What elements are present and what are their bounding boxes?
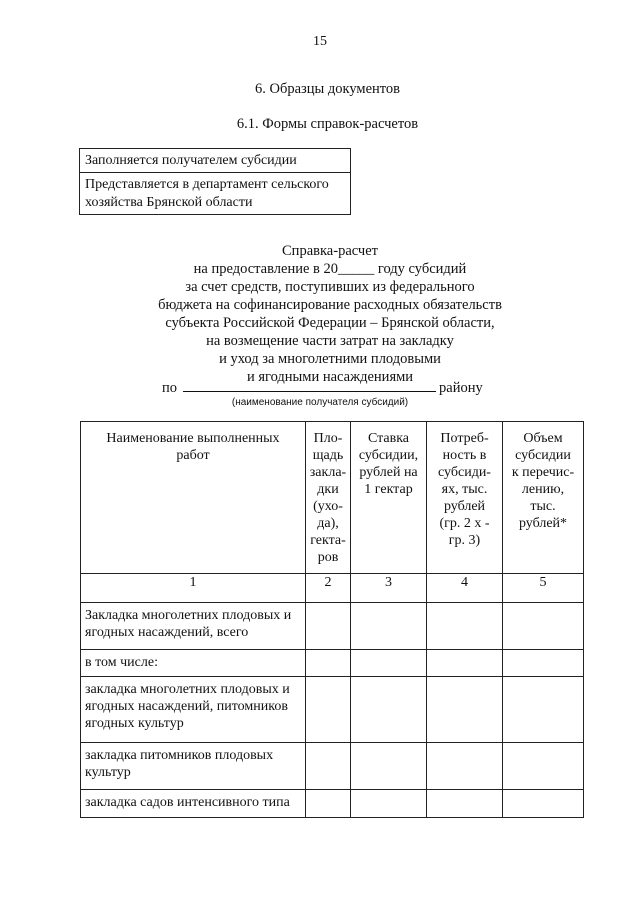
cell-volume[interactable] <box>503 743 584 790</box>
cell-volume[interactable] <box>503 677 584 743</box>
column-number: 4 <box>427 574 503 603</box>
cell-need[interactable] <box>427 790 503 818</box>
table-row <box>81 790 584 818</box>
title-line: за счет средств, поступивших из федерального <box>185 279 475 295</box>
cell-need[interactable] <box>427 650 503 677</box>
subsection-title: 6.1. Формы справок-расчетов <box>236 116 419 132</box>
cell-volume[interactable] <box>503 650 584 677</box>
column-number: 3 <box>351 574 427 603</box>
district-suffix: району <box>439 380 483 396</box>
table-row <box>81 603 584 650</box>
table-row <box>81 677 584 743</box>
cell-area[interactable] <box>306 790 351 818</box>
table-row <box>81 743 584 790</box>
section-title: 6. Образцы документов <box>254 81 401 97</box>
district-blank[interactable] <box>183 378 436 392</box>
row-label: закладка многолетних плодовых и ягодных насаждений, питомников ягодных культур <box>81 677 306 743</box>
cell-need[interactable] <box>427 603 503 650</box>
column-number: 1 <box>81 574 306 603</box>
title-line: бюджета на софинансирование расходных обязательств <box>158 297 502 313</box>
column-number: 2 <box>306 574 351 603</box>
row-label: закладка питомников плодовых культур <box>81 743 306 790</box>
district-line <box>162 378 483 397</box>
cell-volume[interactable] <box>503 790 584 818</box>
header-need: Потреб- ность в субсиди- ях, тыс. рублей (гр. 2 х - гр. 3) <box>427 422 503 574</box>
cell-rate[interactable] <box>351 743 427 790</box>
table-row <box>81 650 584 677</box>
cell-rate[interactable] <box>351 603 427 650</box>
title-line: Справка-расчет <box>282 243 378 259</box>
column-number: 5 <box>503 574 584 603</box>
district-prefix: по <box>162 380 178 396</box>
cell-rate[interactable] <box>351 650 427 677</box>
cell-need[interactable] <box>427 677 503 743</box>
title-line: и ягодными насаждениями <box>246 369 414 385</box>
title-line: на предоставление в 20_____ году субсидий <box>193 261 467 277</box>
table-header-row <box>81 422 584 574</box>
cell-volume[interactable] <box>503 603 584 650</box>
document-title <box>150 242 510 386</box>
page-number: 15 <box>313 34 327 49</box>
cell-area[interactable] <box>306 603 351 650</box>
cell-area[interactable] <box>306 677 351 743</box>
title-line: субъекта Российской Федерации – Брянской области, <box>165 315 495 331</box>
header-area: Пло- щадь закла- дки (ухо- да), гекта- ров <box>306 422 351 574</box>
row-label: Закладка многолетних плодовых и ягодных насаждений, всего <box>81 603 306 650</box>
row-label: закладка садов интенсивного типа <box>81 790 306 818</box>
cell-area[interactable] <box>306 743 351 790</box>
title-line: и уход за многолетними плодовыми <box>219 351 441 367</box>
cell-need[interactable] <box>427 743 503 790</box>
column-number-row <box>81 574 584 603</box>
row-label: в том числе: <box>81 650 306 677</box>
cell-rate[interactable] <box>351 677 427 743</box>
notice-fill-by: Заполняется получателем субсидии <box>85 153 297 168</box>
header-work-name: Наименование выполненных работ <box>81 422 306 574</box>
title-line: на возмещение части затрат на закладку <box>206 333 454 349</box>
notice-box <box>79 148 351 215</box>
cell-area[interactable] <box>306 650 351 677</box>
header-volume: Объем субсидии к перечис- лению, тыс. рублей* <box>503 422 584 574</box>
header-rate: Ставка субсидии, рублей на 1 гектар <box>351 422 427 574</box>
recipient-caption: (наименование получателя субсидий) <box>231 397 409 408</box>
cell-rate[interactable] <box>351 790 427 818</box>
notice-submit-to: Представляется в департамент сельского хозяйства Брянской области <box>80 172 350 214</box>
subsidy-table <box>80 421 584 818</box>
